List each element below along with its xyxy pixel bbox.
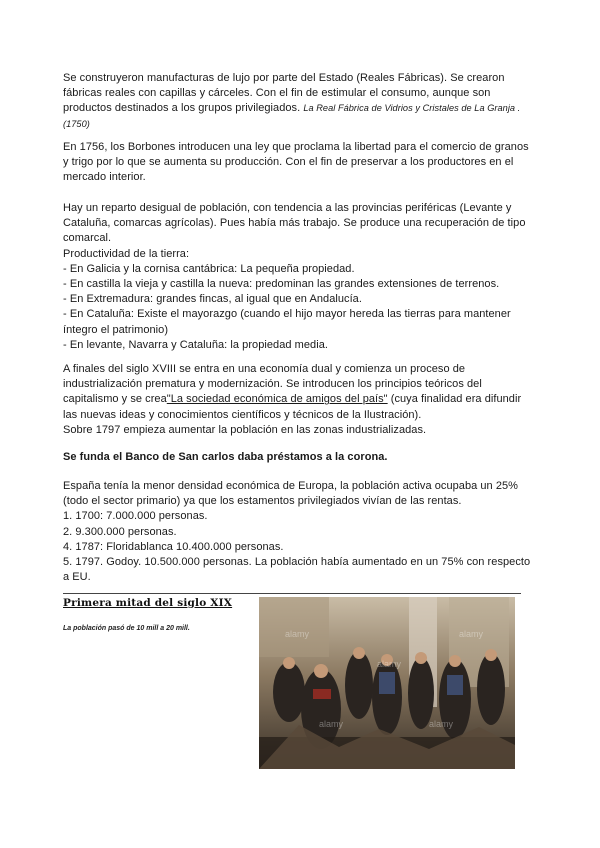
watermark-text: alamy: [319, 719, 344, 729]
paragraph-economia-dual: [63, 362, 533, 438]
poblacion-item: 5. 1797. Godoy. 10.500.000 personas. La población había aumentado en un 75% con respecto a EU.: [63, 556, 531, 584]
watermark-text: alamy: [429, 719, 454, 729]
reference-real-fabrica: La Real Fábrica de Vidrios y Cristales de La Granja .(1750): [63, 103, 521, 129]
paragraph-poblacion: [63, 201, 533, 353]
economia-dual-text: A finales del siglo XVIII se entra en una economía dual y comienza un proceso de industrialización prematura y modernización. Se introducen los principios teóricos del capitalismo y se crea: [63, 363, 482, 406]
sociedad-economica-link[interactable]: "La sociedad económica de amigos del país": [166, 393, 388, 406]
productividad-item: - En Cataluña: Existe el mayorazgo (cuando el hijo mayor hereda las tierras para mantener íntegro el patrimonio): [63, 308, 511, 336]
historical-painting: [259, 597, 515, 769]
banco-san-carlos-line: [63, 450, 533, 465]
productividad-item: - En Galicia y la cornisa cantábrica: La pequeña propiedad.: [63, 262, 355, 275]
banco-san-carlos-text: Se funda el Banco de San carlos daba préstamos a la corona.: [63, 451, 388, 463]
manufacturas-text: Se construyeron manufacturas de lujo por parte del Estado (Reales Fábricas). Se crearon fábricas reales con capillas y cárceles. Con el fin de estimular el consumo, aunque son productos destinados a los grupos privilegiados.: [63, 72, 505, 115]
economia-dual-last: Sobre 1797 empieza aumentar la población en las zonas industrializadas.: [63, 423, 427, 436]
watermark-text: alamy: [377, 659, 402, 669]
productividad-item: - En levante, Navarra y Cataluña: la propiedad media.: [63, 338, 328, 351]
productividad-item: - En Extremadura: grandes fincas, al igual que en Andalucía.: [63, 293, 362, 306]
productividad-heading: Productividad de la tierra:: [63, 247, 190, 260]
watermark-text: alamy: [285, 629, 310, 639]
paragraph-borbones: [63, 140, 533, 186]
paragraph-manufacturas: [63, 71, 533, 132]
productividad-item: - En castilla la vieja y castilla la nueva: predominan las grandes extensiones de terrenos.: [63, 278, 500, 291]
densidad-intro: España tenía la menor densidad económica de Europa, la población activa ocupaba un 25% (todo el sector primario) ya que los estamentos privilegiados vivían de las rentas.: [63, 480, 518, 508]
economia-dual-after: (cuya finalidad era difundir las nuevas ideas y conocimientos científicos y técnicos de la Ilustración).: [63, 393, 522, 421]
section-note: La población pasó de 10 mill a 20 mill.: [63, 625, 190, 632]
poblacion-item: 2. 9.300.000 personas.: [63, 525, 177, 538]
watermark-text: alamy: [459, 629, 484, 639]
poblacion-item: 4. 1787: Floridablanca 10.400.000 personas.: [63, 540, 284, 553]
painting-image: [259, 597, 515, 769]
section-divider: [63, 593, 521, 594]
borbones-text: En 1756, los Borbones introducen una ley que proclama la libertad para el comercio de granos y trigo por lo que se aumenta su producción. Con el fin de preservar a los productores en el mercado interior.: [63, 141, 529, 184]
poblacion-intro: Hay un reparto desigual de población, con tendencia a las provincias periféricas (Levante y Cataluña, comarcas agrícolas). Pues había más trabajo. Se produce una recuperación de tipo comarcal.: [63, 202, 526, 245]
paragraph-densidad: [63, 479, 533, 585]
poblacion-item: 1. 1700: 7.000.000 personas.: [63, 510, 208, 523]
section-left-column: [63, 597, 248, 632]
section-title: Primera mitad del siglo XIX: [63, 597, 233, 609]
